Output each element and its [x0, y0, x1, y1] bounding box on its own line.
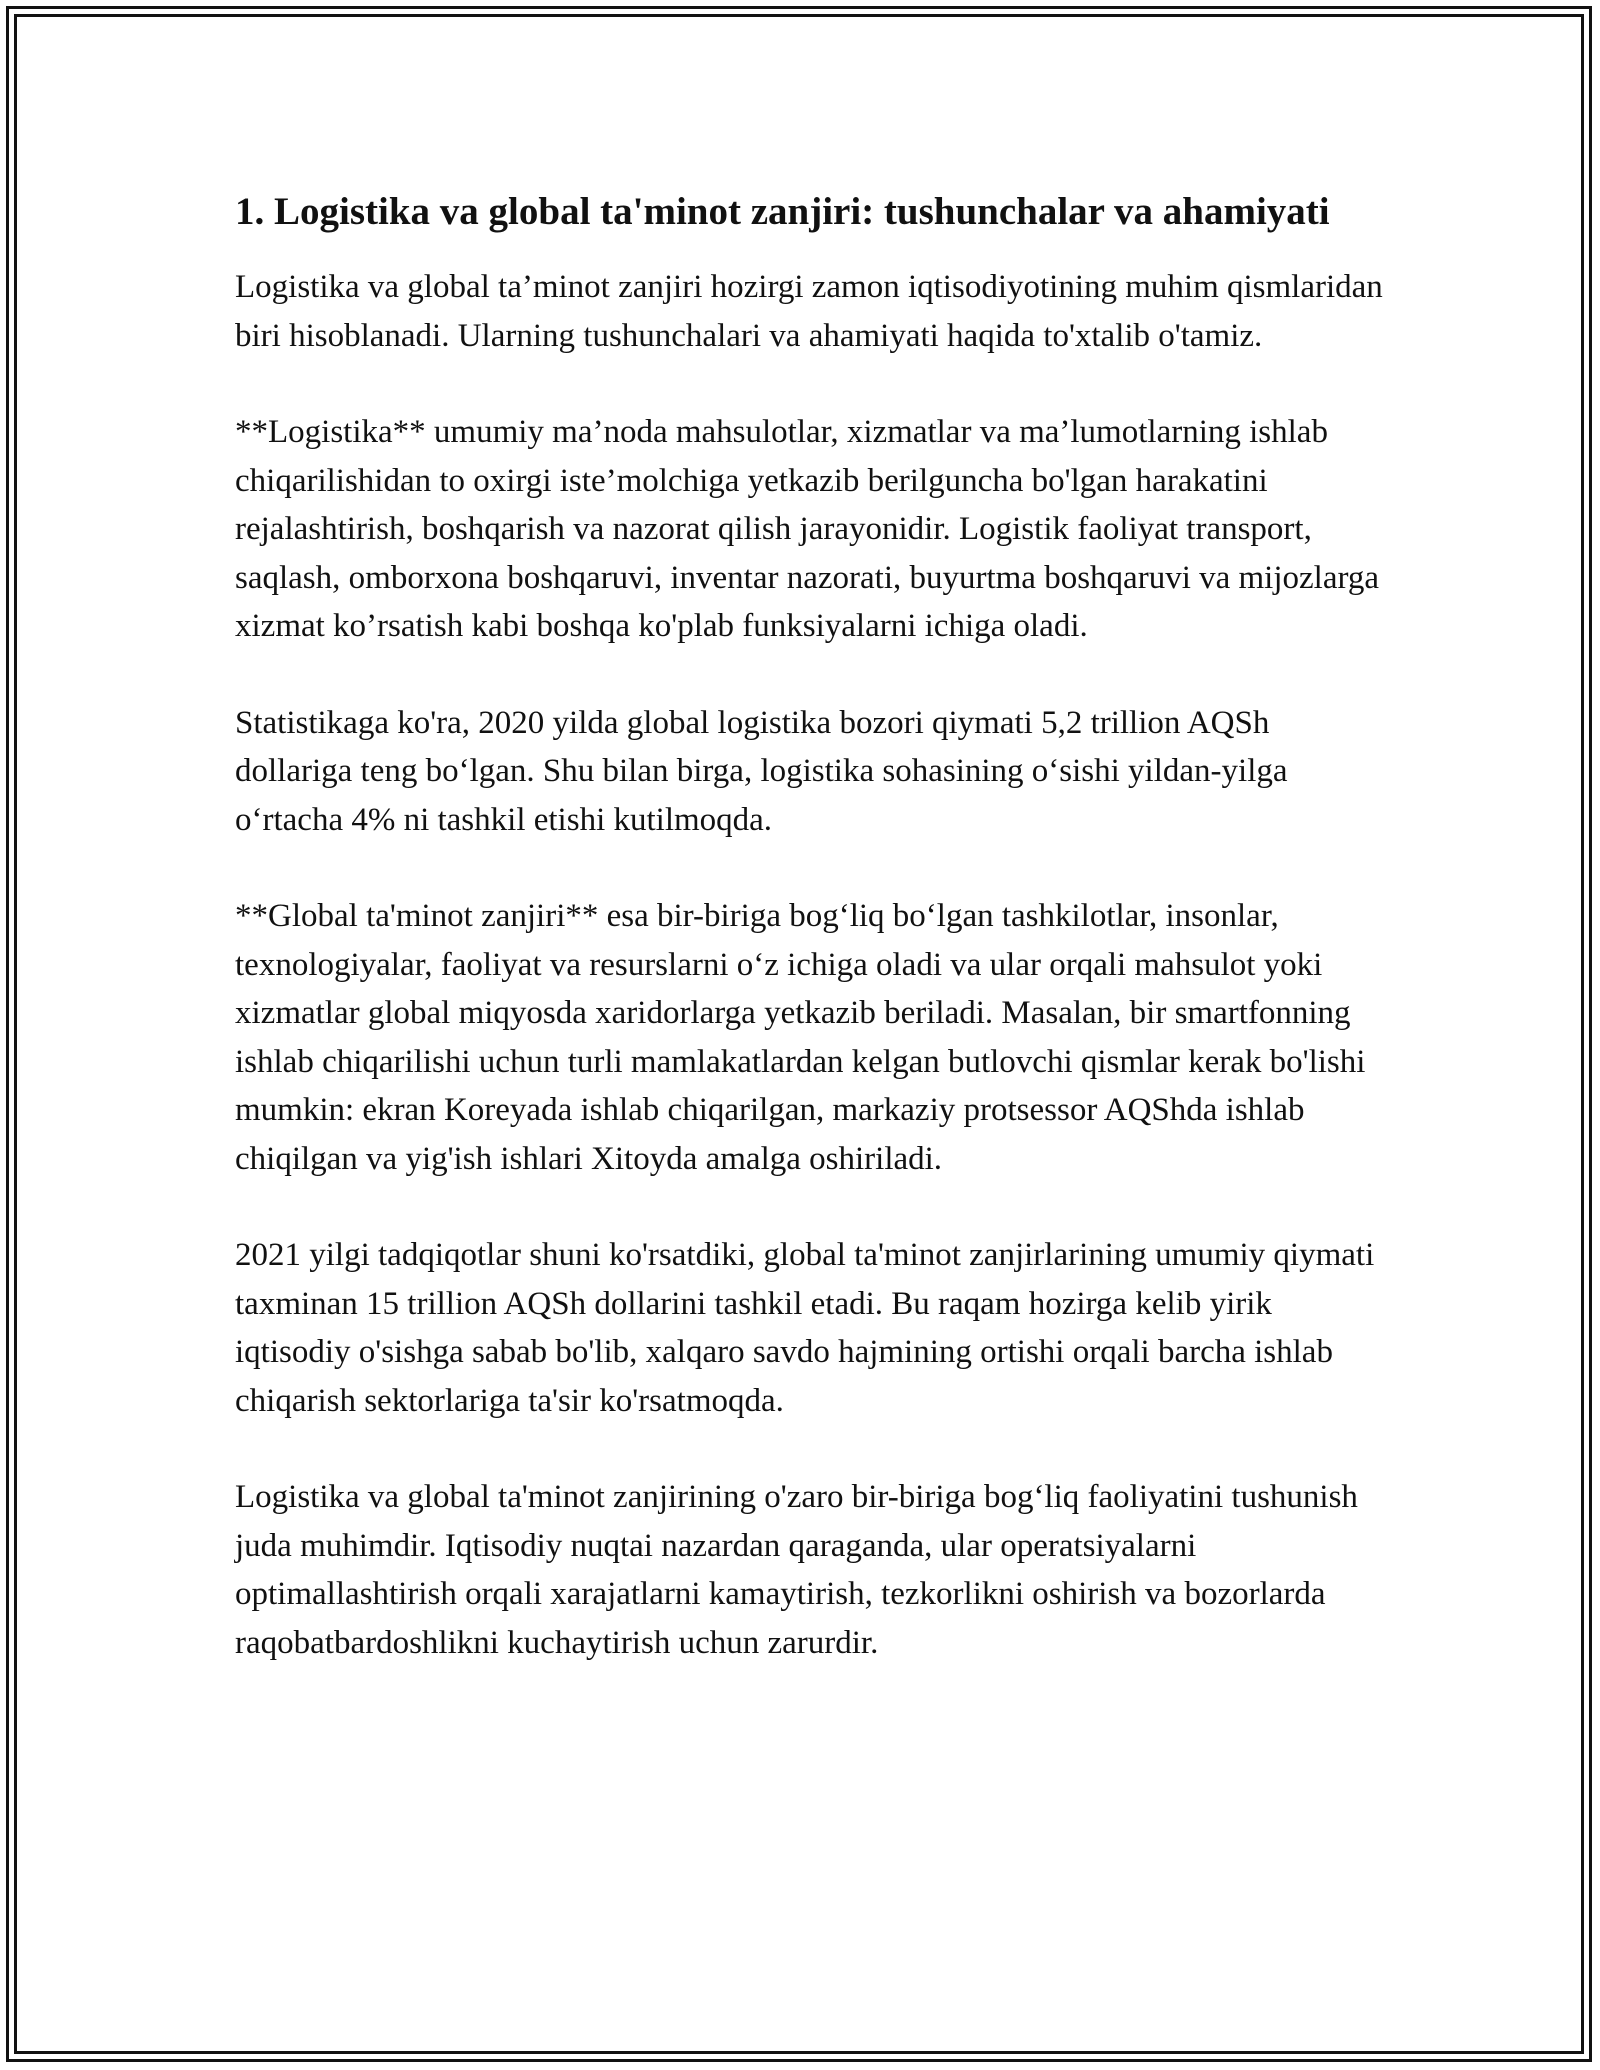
paragraph-supply-chain-statistics: 2021 yilgi tadqiqotlar shuni ko'rsatdiki, global ta'minot zanjirlarining umumiy qiymati taxminan 15 trillion AQSh dollarini tashkil etadi. Bu raqam hozirga kelib yirik iqtisodiy o'sishga sabab bo'lib, xalqaro savdo hajmining ortishi orqali barcha ishlab chiqarish sektorlariga ta'sir ko'rsatmoqda.	[235, 1237, 1375, 1419]
paragraph-logistics-statistics: Statistikaga ko'ra, 2020 yilda global logistika bozori qiymati 5,2 trillion AQSh dollariga teng bo‘lgan. Shu bilan birga, logistika sohasining o‘sishi yildan-yilga o‘rtacha 4% ni tashkil etishi kutilmoqda.	[235, 704, 1288, 838]
document-body	[235, 185, 1385, 1715]
paragraph-supply-chain-definition: **Global ta'minot zanjiri** esa bir-biriga bog‘liq bo‘lgan tashkilotlar, insonlar, texnologiyalar, faoliyat va resurslarni o‘z ichiga oladi va ular orqali mahsulot yoki xizmatlar global miqyosda xaridorlarga yetkazib beriladi. Masalan, bir smartfonning ishlab chiqarilishi uchun turli mamlakatlardan kelgan butlovchi qismlar kerak bo'lishi mumkin: ekran Koreyada ishlab chiqarilgan, markaziy protsessor AQShda ishlab chiqilgan va yig'ish ishlari Xitoyda amalga oshiriladi.	[235, 898, 1366, 1177]
paragraph-intro: Logistika va global ta’minot zanjiri hozirgi zamon iqtisodiyotining muhim qismlaridan biri hisoblanadi. Ularning tushunchalari va ahamiyati haqida to'xtalib o'tamiz.	[235, 269, 1383, 354]
section-heading: 1. Logistika va global ta'minot zanjiri: tushunchalar va ahamiyati	[235, 190, 1330, 233]
paragraph-conclusion: Logistika va global ta'minot zanjirining o'zaro bir-biriga bog‘liq faoliyatini tushunish juda muhimdir. Iqtisodiy nuqtai nazardan qaraganda, ular operatsiyalarni optimallashtirish orqali xarajatlarni kamaytirish, tezkorlikni oshirish va bozorlarda raqobatbardoshlikni kuchaytirish uchun zarurdir.	[235, 1479, 1358, 1661]
paragraph-logistics-definition: **Logistika** umumiy ma’noda mahsulotlar, xizmatlar va ma’lumotlarning ishlab chiqarilishidan to oxirgi iste’molchiga yetkazib berilguncha bo'lgan harakatini rejalashtirish, boshqarish va nazorat qilish jarayonidir. Logistik faoliyat transport, saqlash, omborxona boshqaruvi, inventar nazorati, buyurtma boshqaruvi va mijozlarga xizmat ko’rsatish kabi boshqa ko'plab funksiyalarni ichiga oladi.	[235, 414, 1380, 644]
